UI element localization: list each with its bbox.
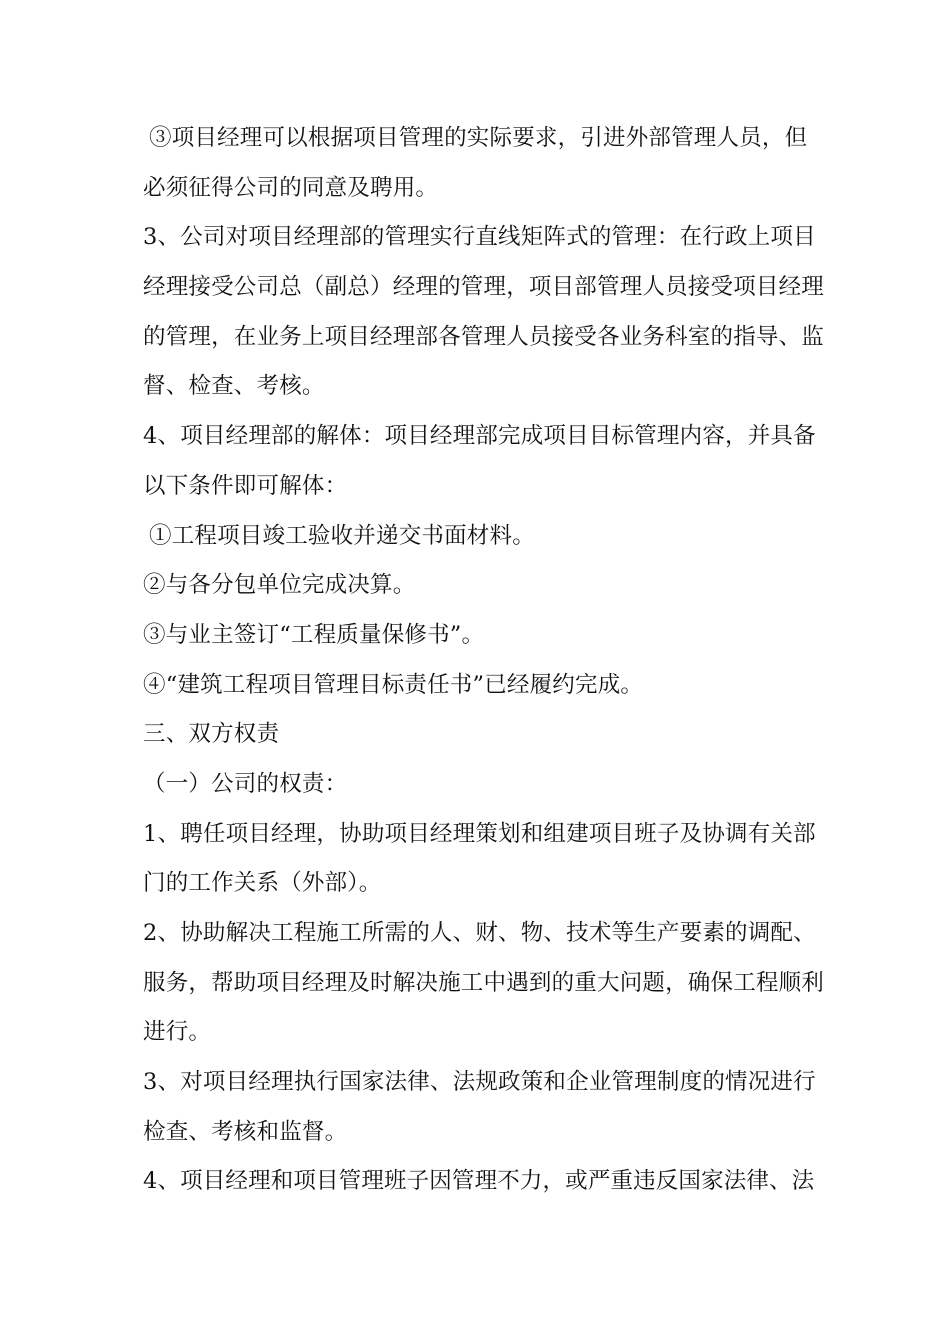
paragraph-line: 检查、考核和监督。	[143, 1118, 348, 1145]
list-item-line: ③与业主签订“工程质量保修书”。	[143, 621, 485, 648]
paragraph-line: 督、检查、考核。	[143, 373, 325, 400]
paragraph-line: 的管理，在业务上项目经理部各管理人员接受各业务科室的指导、监	[143, 323, 825, 350]
paragraph-line: 4、项目经理和项目管理班子因管理不力，或严重违反国家法律、法	[143, 1168, 815, 1195]
paragraph-line: 1、聘任项目经理，协助项目经理策划和组建项目班子及协调有关部	[143, 820, 816, 847]
list-item-line: ①工程项目竣工验收并递交书面材料。	[149, 522, 535, 549]
paragraph-line: 服务，帮助项目经理及时解决施工中遇到的重大问题，确保工程顺利	[143, 969, 825, 996]
paragraph-line: 经理接受公司总（副总）经理的管理，项目部管理人员接受项目经理	[143, 274, 825, 301]
paragraph-line: 3、对项目经理执行国家法律、法规政策和企业管理制度的情况进行	[143, 1069, 816, 1096]
document-body	[143, 114, 825, 1207]
paragraph-line: 必须征得公司的同意及聘用。	[143, 174, 439, 201]
paragraph-line: 门的工作关系（外部）。	[143, 870, 382, 897]
paragraph-line: 3、公司对项目经理部的管理实行直线矩阵式的管理：在行政上项目	[143, 224, 816, 251]
paragraph-line: ③项目经理可以根据项目管理的实际要求，引进外部管理人员，但	[149, 125, 808, 151]
paragraph-line: 4、项目经理部的解体：项目经理部完成项目目标管理内容，并具备	[143, 423, 816, 450]
paragraph-line: 进行。	[143, 1019, 212, 1046]
paragraph-line: 以下条件即可解体：	[143, 472, 348, 499]
subsection-heading: （一）公司的权责：	[143, 770, 348, 797]
paragraph-line: 2、协助解决工程施工所需的人、财、物、技术等生产要素的调配、	[143, 920, 816, 946]
list-item-line: ④“建筑工程项目管理目标责任书”已经履约完成。	[143, 671, 644, 698]
list-item-line: ②与各分包单位完成决算。	[143, 572, 416, 599]
section-heading: 三、双方权责	[143, 721, 280, 748]
